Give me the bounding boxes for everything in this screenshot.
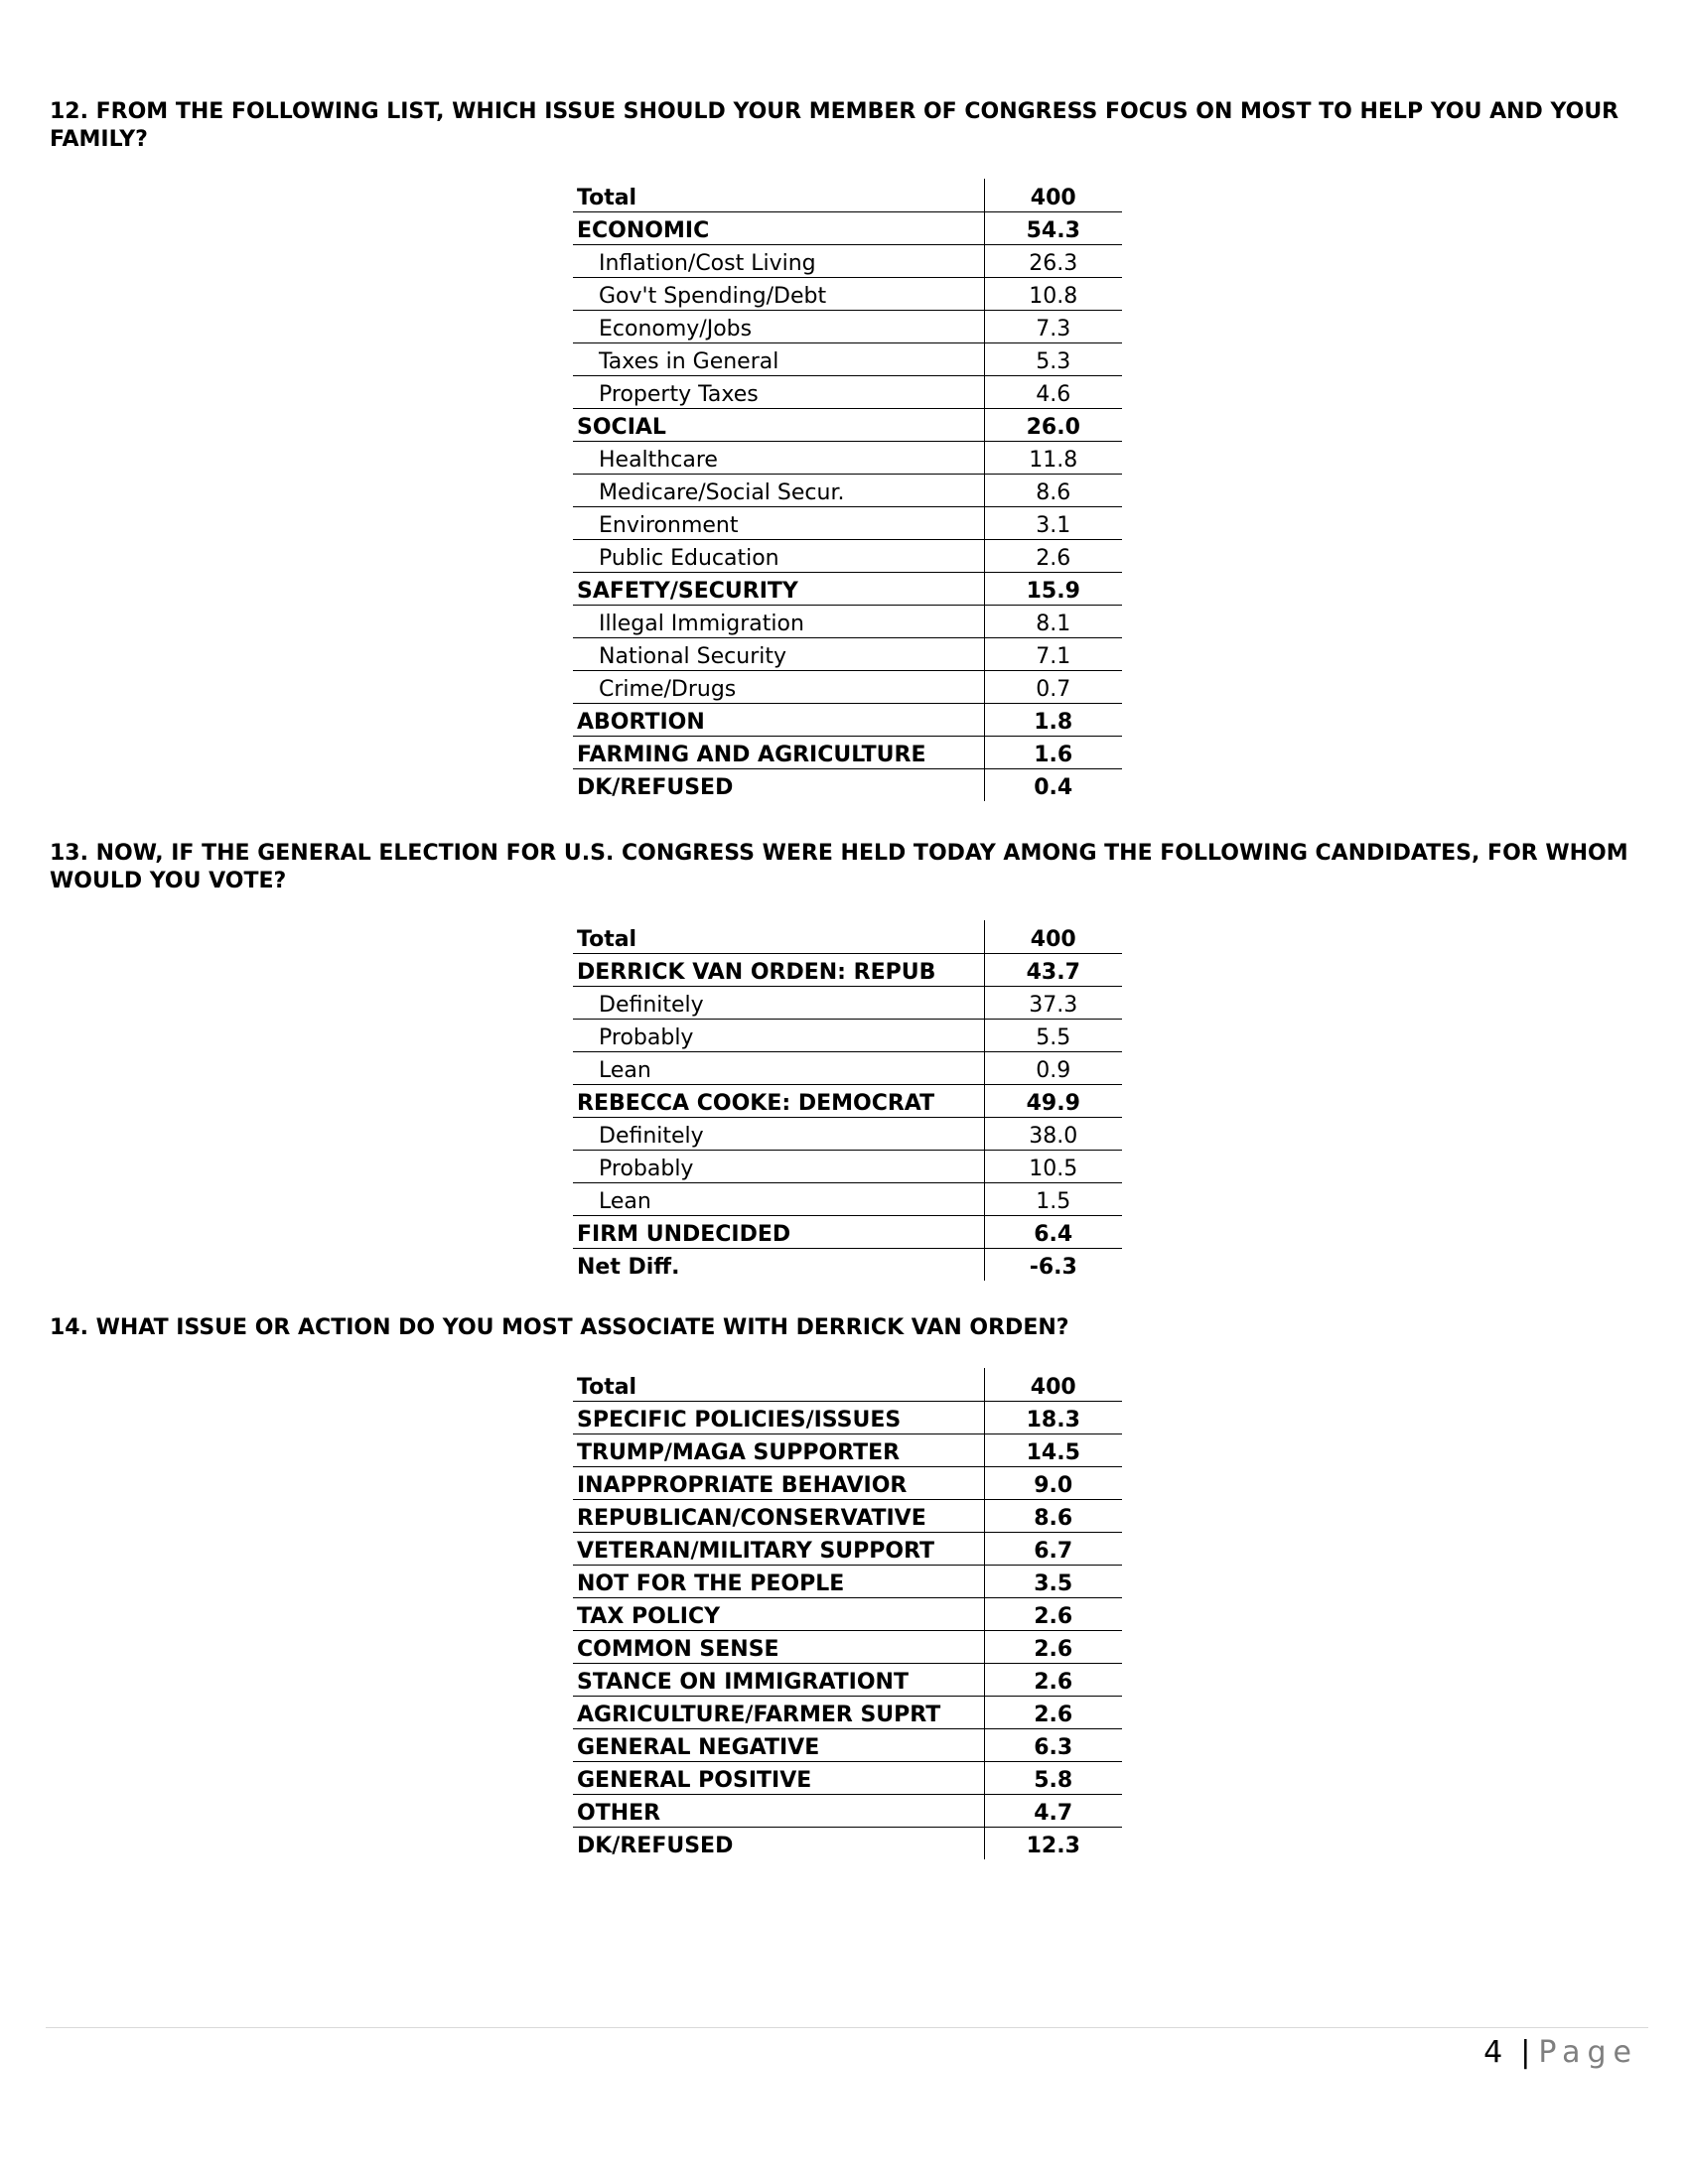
table-row bbox=[573, 703, 1122, 736]
table-subrow bbox=[573, 1117, 1122, 1150]
row-label: Medicare/Social Secur. bbox=[573, 474, 984, 506]
row-label: Total bbox=[573, 1368, 984, 1401]
row-label: Healthcare bbox=[573, 441, 984, 474]
row-value: 3.5 bbox=[984, 1565, 1122, 1597]
row-value: 8.6 bbox=[984, 1499, 1122, 1532]
row-label: Definitely bbox=[573, 1117, 984, 1150]
row-value: 37.3 bbox=[984, 986, 1122, 1019]
row-value: 7.3 bbox=[984, 310, 1122, 342]
row-value: 0.9 bbox=[984, 1051, 1122, 1084]
row-value: 10.8 bbox=[984, 277, 1122, 310]
table-subrow bbox=[573, 1150, 1122, 1182]
row-label: FARMING AND AGRICULTURE bbox=[573, 736, 984, 768]
table-subrow bbox=[573, 1182, 1122, 1215]
table-row bbox=[573, 1248, 1122, 1281]
table-subrow bbox=[573, 506, 1122, 539]
table-subrow bbox=[573, 1051, 1122, 1084]
row-label: REBECCA COOKE: DEMOCRAT bbox=[573, 1084, 984, 1117]
row-value: 18.3 bbox=[984, 1401, 1122, 1433]
question-13-table bbox=[573, 920, 1122, 1281]
row-value: 49.9 bbox=[984, 1084, 1122, 1117]
row-value: 6.7 bbox=[984, 1532, 1122, 1565]
table-subrow bbox=[573, 474, 1122, 506]
row-label: AGRICULTURE/FARMER SUPRT bbox=[573, 1696, 984, 1728]
row-label: GENERAL POSITIVE bbox=[573, 1761, 984, 1794]
row-value: 8.6 bbox=[984, 474, 1122, 506]
row-label: ECONOMIC bbox=[573, 211, 984, 244]
table-subrow bbox=[573, 986, 1122, 1019]
row-value: 1.8 bbox=[984, 703, 1122, 736]
row-value: 2.6 bbox=[984, 539, 1122, 572]
row-label: Gov't Spending/Debt bbox=[573, 277, 984, 310]
row-value: 1.6 bbox=[984, 736, 1122, 768]
table-header-row bbox=[573, 920, 1122, 953]
row-label: DK/REFUSED bbox=[573, 1827, 984, 1859]
row-value: 43.7 bbox=[984, 953, 1122, 986]
row-label: Public Education bbox=[573, 539, 984, 572]
row-value: 6.4 bbox=[984, 1215, 1122, 1248]
question-14-table bbox=[573, 1368, 1122, 1859]
table-row bbox=[573, 1663, 1122, 1696]
row-label: VETERAN/MILITARY SUPPORT bbox=[573, 1532, 984, 1565]
table-subrow bbox=[573, 375, 1122, 408]
row-value: 2.6 bbox=[984, 1597, 1122, 1630]
table-row bbox=[573, 768, 1122, 801]
row-value: 2.6 bbox=[984, 1696, 1122, 1728]
row-label: SPECIFIC POLICIES/ISSUES bbox=[573, 1401, 984, 1433]
table-row bbox=[573, 1433, 1122, 1466]
row-label: OTHER bbox=[573, 1794, 984, 1827]
table-subrow bbox=[573, 637, 1122, 670]
table-subrow bbox=[573, 277, 1122, 310]
row-value: 400 bbox=[984, 179, 1122, 211]
row-label: Crime/Drugs bbox=[573, 670, 984, 703]
row-value: 2.6 bbox=[984, 1630, 1122, 1663]
table-row bbox=[573, 1827, 1122, 1859]
row-value: 9.0 bbox=[984, 1466, 1122, 1499]
row-label: Total bbox=[573, 920, 984, 953]
table-row bbox=[573, 1630, 1122, 1663]
table-subrow bbox=[573, 342, 1122, 375]
table-row bbox=[573, 736, 1122, 768]
row-value: 7.1 bbox=[984, 637, 1122, 670]
row-label: Probably bbox=[573, 1019, 984, 1051]
row-label: ABORTION bbox=[573, 703, 984, 736]
row-value: 12.3 bbox=[1026, 1834, 1080, 1858]
row-label: Illegal Immigration bbox=[573, 605, 984, 637]
question-12-title: 12. FROM THE FOLLOWING LIST, WHICH ISSUE SHOULD YOUR MEMBER OF CONGRESS FOCUS ON MOST TO HELP YOU AND YOUR FAMILY? bbox=[50, 99, 1619, 152]
row-value: 400 bbox=[984, 920, 1122, 953]
table-subrow bbox=[573, 605, 1122, 637]
row-value: 2.6 bbox=[984, 1663, 1122, 1696]
table-subrow bbox=[573, 1019, 1122, 1051]
row-value: 8.1 bbox=[984, 605, 1122, 637]
row-label: Economy/Jobs bbox=[573, 310, 984, 342]
row-value: 5.8 bbox=[984, 1761, 1122, 1794]
row-label: DERRICK VAN ORDEN: REPUB bbox=[573, 953, 984, 986]
row-label: NOT FOR THE PEOPLE bbox=[573, 1565, 984, 1597]
table-subrow bbox=[573, 539, 1122, 572]
row-value: 11.8 bbox=[984, 441, 1122, 474]
row-value: 5.3 bbox=[984, 342, 1122, 375]
table-row bbox=[573, 572, 1122, 605]
row-value: 38.0 bbox=[984, 1117, 1122, 1150]
table-row bbox=[573, 1499, 1122, 1532]
row-value: -6.3 bbox=[1029, 1255, 1077, 1280]
table-subrow bbox=[573, 441, 1122, 474]
page-label: Page bbox=[1538, 2035, 1638, 2070]
row-label: Lean bbox=[573, 1182, 984, 1215]
table-row bbox=[573, 1696, 1122, 1728]
page-separator: | bbox=[1520, 2035, 1531, 2070]
table-row bbox=[573, 1532, 1122, 1565]
page-number: 4 bbox=[1483, 2035, 1503, 2070]
table-header-row bbox=[573, 179, 1122, 211]
table-row bbox=[573, 1794, 1122, 1827]
row-label: Definitely bbox=[573, 986, 984, 1019]
row-value: 14.5 bbox=[984, 1433, 1122, 1466]
row-value: 0.7 bbox=[984, 670, 1122, 703]
row-label: Environment bbox=[573, 506, 984, 539]
row-value: 4.6 bbox=[984, 375, 1122, 408]
table-row bbox=[573, 408, 1122, 441]
row-value: 26.0 bbox=[984, 408, 1122, 441]
row-value: 26.3 bbox=[984, 244, 1122, 277]
page-footer bbox=[1483, 2035, 1638, 2070]
footer-divider bbox=[46, 2027, 1648, 2028]
row-label: GENERAL NEGATIVE bbox=[573, 1728, 984, 1761]
row-value: 54.3 bbox=[984, 211, 1122, 244]
row-label: National Security bbox=[573, 637, 984, 670]
row-label: Inflation/Cost Living bbox=[573, 244, 984, 277]
row-label: SOCIAL bbox=[573, 408, 984, 441]
table-row bbox=[573, 211, 1122, 244]
table-subrow bbox=[573, 310, 1122, 342]
row-label: DK/REFUSED bbox=[573, 768, 984, 801]
table-row bbox=[573, 1728, 1122, 1761]
row-label: Net Diff. bbox=[573, 1248, 984, 1281]
table-row bbox=[573, 953, 1122, 986]
question-14-title: 14. WHAT ISSUE OR ACTION DO YOU MOST ASSOCIATE WITH DERRICK VAN ORDEN? bbox=[50, 1315, 1069, 1340]
row-label: STANCE ON IMMIGRATIONT bbox=[573, 1663, 984, 1696]
table-row bbox=[573, 1761, 1122, 1794]
row-label: Probably bbox=[573, 1150, 984, 1182]
row-value: 5.5 bbox=[984, 1019, 1122, 1051]
row-value: 0.4 bbox=[1034, 775, 1073, 800]
row-label: SAFETY/SECURITY bbox=[573, 572, 984, 605]
row-value: 4.7 bbox=[984, 1794, 1122, 1827]
row-value: 3.1 bbox=[984, 506, 1122, 539]
row-value: 1.5 bbox=[984, 1182, 1122, 1215]
row-label: Property Taxes bbox=[573, 375, 984, 408]
table-row bbox=[573, 1215, 1122, 1248]
row-label: Lean bbox=[573, 1051, 984, 1084]
row-label: TAX POLICY bbox=[573, 1597, 984, 1630]
table-row bbox=[573, 1597, 1122, 1630]
row-label: TRUMP/MAGA SUPPORTER bbox=[573, 1433, 984, 1466]
row-label: Taxes in General bbox=[573, 342, 984, 375]
question-13-title: 13. NOW, IF THE GENERAL ELECTION FOR U.S. CONGRESS WERE HELD TODAY AMONG THE FOLLOWING CANDIDATES, FOR WHOM WOULD YOU VOTE? bbox=[50, 841, 1628, 893]
row-label: REPUBLICAN/CONSERVATIVE bbox=[573, 1499, 984, 1532]
row-label: INAPPROPRIATE BEHAVIOR bbox=[573, 1466, 984, 1499]
row-value: 15.9 bbox=[984, 572, 1122, 605]
table-subrow bbox=[573, 244, 1122, 277]
row-label: COMMON SENSE bbox=[573, 1630, 984, 1663]
table-subrow bbox=[573, 670, 1122, 703]
table-row bbox=[573, 1565, 1122, 1597]
row-value: 10.5 bbox=[984, 1150, 1122, 1182]
table-row bbox=[573, 1084, 1122, 1117]
table-row bbox=[573, 1401, 1122, 1433]
row-value: 6.3 bbox=[984, 1728, 1122, 1761]
row-label: Total bbox=[573, 179, 984, 211]
question-12-table bbox=[573, 179, 1122, 801]
table-header-row bbox=[573, 1368, 1122, 1401]
row-value: 400 bbox=[984, 1368, 1122, 1401]
row-label: FIRM UNDECIDED bbox=[573, 1215, 984, 1248]
table-row bbox=[573, 1466, 1122, 1499]
